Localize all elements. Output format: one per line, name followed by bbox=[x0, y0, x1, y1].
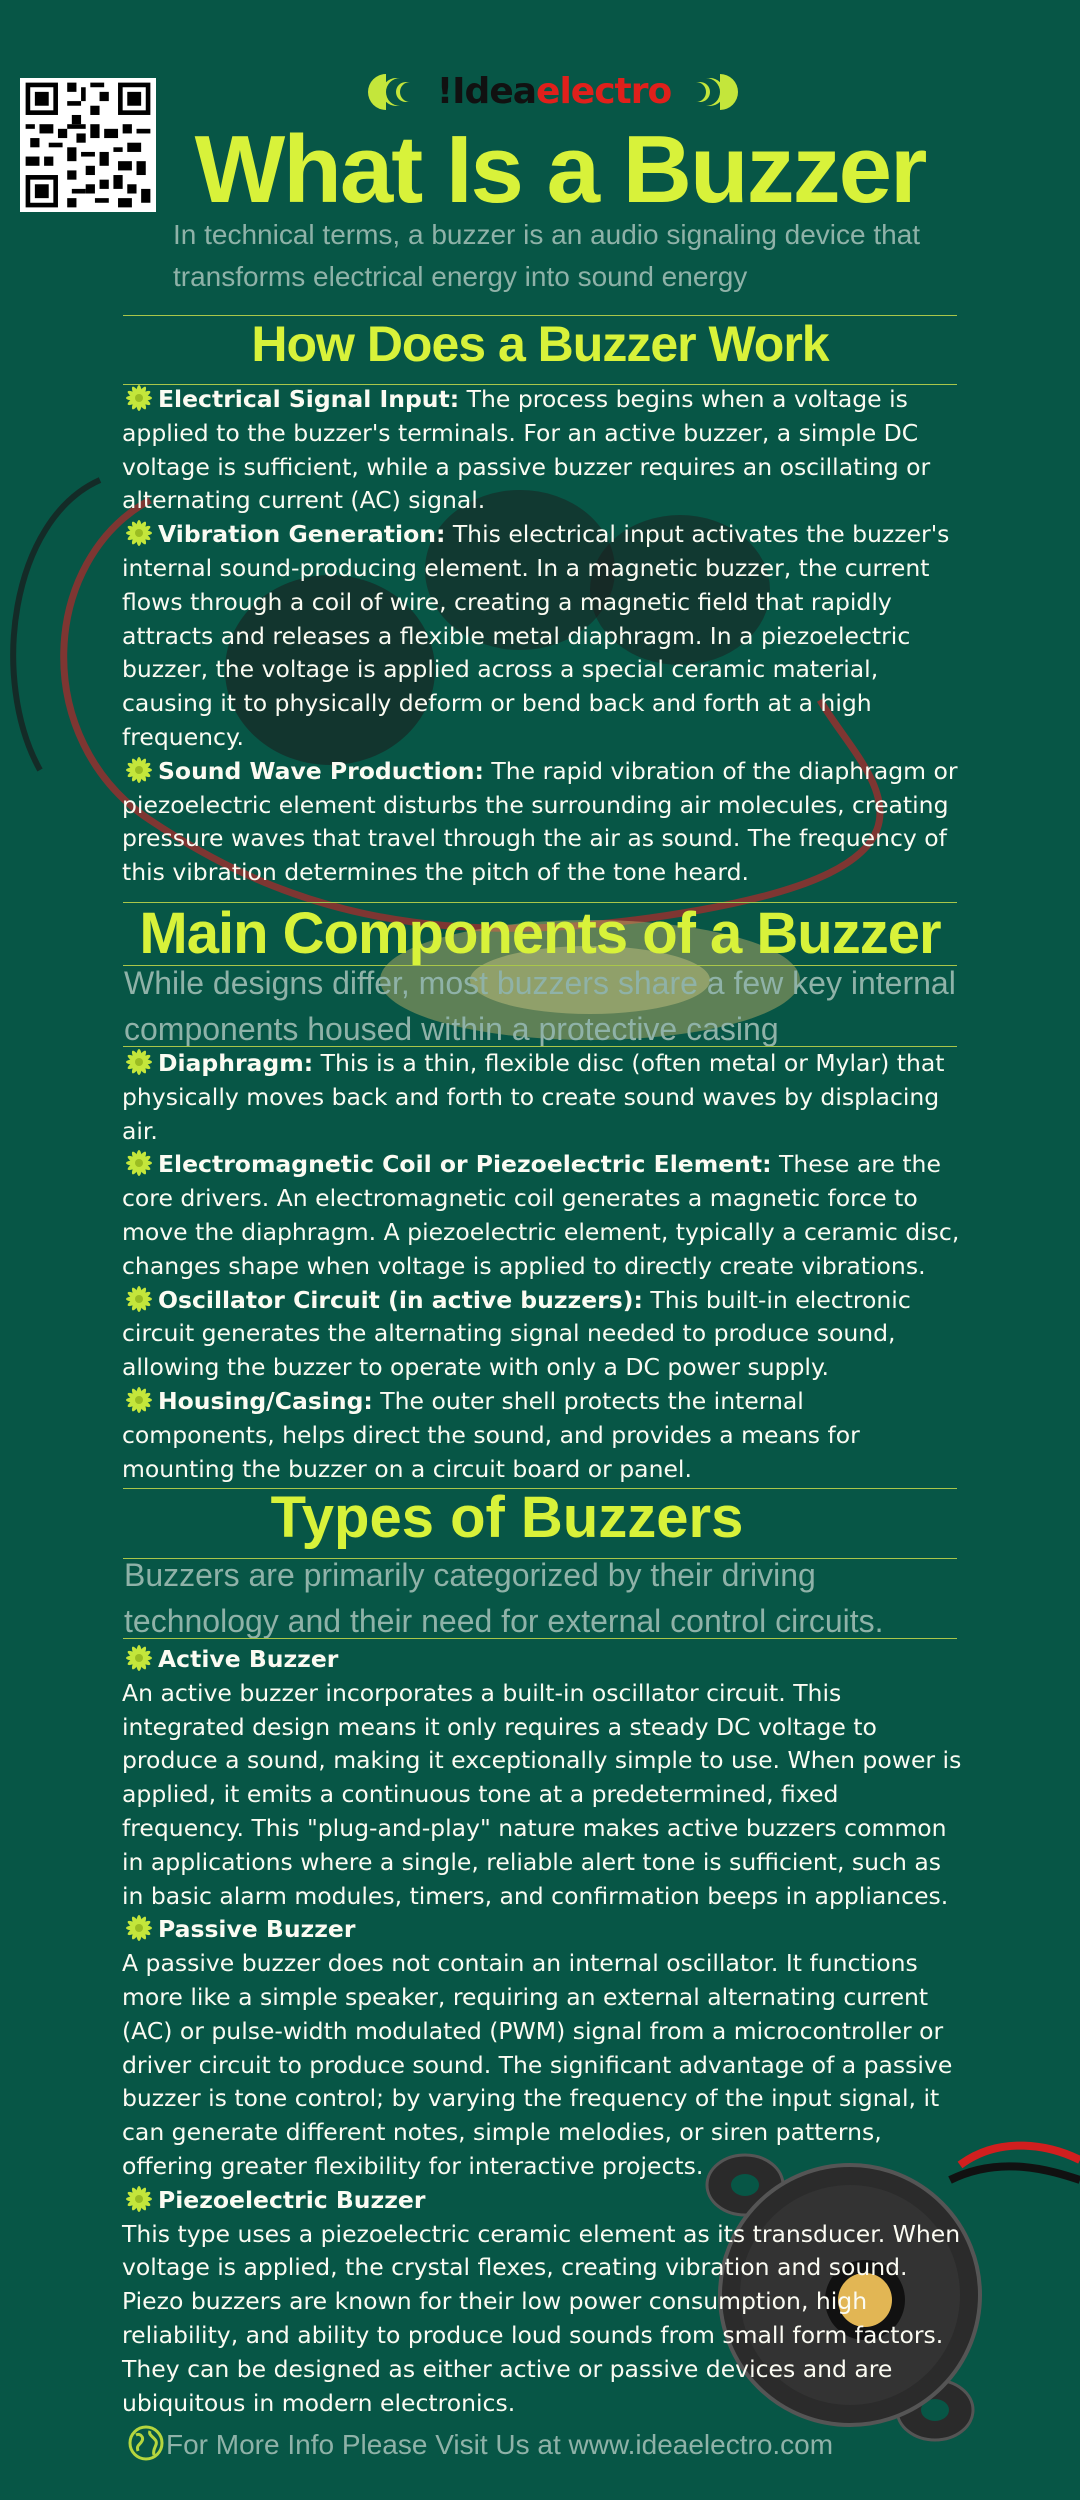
item-label: Passive Buzzer bbox=[158, 1915, 356, 1944]
list-item-text: This type uses a piezoelectric ceramic element as its transducer. When voltage is applied, the crystal flexes, creating vibration and sound. Piezo buzzers are known for their low power consumption, high reliability, and ability to produce loud sounds from small form factors. They can be designed as either active or passive devices and are ubiquitous in modern electronics. bbox=[122, 2219, 961, 2417]
item-label: Electrical Signal Input: bbox=[158, 385, 460, 413]
item-text: This is a thin, flexible disc (often metal or Mylar) that physically moves back and forth to create sound waves by displacing air. bbox=[122, 1049, 945, 1145]
list-item bbox=[122, 518, 962, 755]
how-heading: How Does a Buzzer Work bbox=[251, 316, 829, 372]
item-text: These are the core drivers. An electromagnetic coil generates a magnetic force to move the diaphragm. A piezoelectric element, typically a ceramic disc, changes shape when voltage is applied to directly create vibrations. bbox=[122, 1150, 960, 1280]
item-label: Oscillator Circuit (in active buzzers): bbox=[158, 1285, 643, 1314]
components-subtitle: While designs differ, most buzzers share a few key internal components housed within a protective casing bbox=[124, 965, 956, 1047]
footer-text: For More Info Please Visit Us at www.ideaelectro.com bbox=[166, 2429, 834, 2460]
logo-right-bracket-icon bbox=[692, 74, 738, 110]
types-heading: Types of Buzzers bbox=[270, 1485, 744, 1550]
qr-code-image bbox=[20, 78, 156, 212]
item-text: This built-in electronic circuit generates the alternating signal needed to produce sound, allowing the buzzer to operate with only a DC power supply. bbox=[122, 1285, 911, 1382]
item-text: The rapid vibration of the diaphragm or piezoelectric element disturbs the surrounding air molecules, creating pressure waves that travel through the air as sound. The frequency of this vibration determines the pitch of the tone heard. bbox=[122, 756, 958, 887]
components-heading: Main Components of a Buzzer bbox=[139, 901, 941, 966]
logo-electro: electro bbox=[536, 71, 672, 112]
item-label: Electromagnetic Coil or Piezoelectric Element: bbox=[158, 1150, 772, 1179]
item-label: Housing/Casing: bbox=[158, 1386, 373, 1415]
bullet-flower-icon bbox=[122, 383, 156, 413]
bullet-flower-icon bbox=[122, 1284, 156, 1314]
logo-left-bracket-icon bbox=[368, 74, 414, 110]
bullet-flower-icon bbox=[122, 1148, 156, 1178]
item-label: Diaphragm: bbox=[158, 1049, 314, 1077]
item-text: The outer shell protects the internal components, helps direct the sound, and provides a means for mounting the buzzer on a circuit board or panel. bbox=[122, 1386, 860, 1483]
logo-prefix: ! bbox=[436, 71, 453, 112]
list-item-heading bbox=[122, 2184, 962, 2218]
types-list bbox=[122, 1643, 962, 2420]
bullet-flower-icon bbox=[122, 518, 156, 548]
bullet-flower-icon bbox=[122, 1913, 156, 1943]
logo-wordmark bbox=[414, 70, 694, 114]
item-text: This electrical input activates the buzzer's internal sound-producing element. In a magnetic buzzer, the current flows through a coil of wire, creating a magnetic field that rapidly attracts and releases a flexible metal diaphragm. In a piezoelectric buzzer, the voltage is applied across a special ceramic material, causing it to physically deform or bend back and forth at a high frequency. bbox=[122, 520, 950, 751]
page-title: What Is a Buzzer bbox=[194, 116, 926, 223]
item-label: Piezoelectric Buzzer bbox=[158, 2185, 426, 2214]
list-item bbox=[122, 1284, 962, 1385]
list-item-heading bbox=[122, 1913, 962, 1947]
bullet-flower-icon bbox=[122, 2184, 156, 2214]
list-item bbox=[122, 755, 962, 890]
qr-code[interactable] bbox=[20, 78, 156, 212]
item-label: Active Buzzer bbox=[158, 1645, 339, 1673]
list-item bbox=[122, 1148, 962, 1283]
list-item-heading bbox=[122, 1643, 962, 1677]
list-item-text: An active buzzer incorporates a built-in oscillator circuit. This integrated design means it only requires a steady DC voltage to produce a sound, making it exceptionally simple to use. When power is applied, it emits a continuous tone at a predetermined, fixed frequency. This "plug-and-play" nature makes active buzzers common in applications where a single, reliable alert tone is sufficient, such as in basic alarm modules, timers, and confirmation beeps in appliances. bbox=[122, 1678, 962, 1910]
types-subtitle: Buzzers are primarily categorized by their driving technology and their need for external control circuits. bbox=[124, 1557, 884, 1639]
footer-link[interactable] bbox=[128, 2425, 988, 2465]
item-label: Sound Wave Production: bbox=[158, 756, 484, 785]
divider bbox=[123, 1638, 957, 1639]
brand-logo[interactable] bbox=[368, 70, 738, 114]
bullet-flower-icon bbox=[122, 755, 156, 785]
intro-text: In technical terms, a buzzer is an audio signaling device that transforms electrical energy into sound energy bbox=[173, 219, 921, 292]
logo-idea: Idea bbox=[452, 71, 537, 112]
black-wire bbox=[13, 480, 100, 770]
list-item bbox=[122, 383, 962, 518]
list-item-text: A passive buzzer does not contain an internal oscillator. It functions more like a simple speaker, requiring an external alternating current (AC) or pulse-width modulated (PWM) signal from a microcontroller or driver circuit to produce sound. The significant advantage of a passive buzzer is tone control; by varying the frequency of the input signal, it can generate different notes, simple melodies, or siren patterns, offering greater flexibility for interactive projects. bbox=[122, 1949, 953, 2180]
item-text: The process begins when a voltage is applied to the buzzer's terminals. For an active buzzer, a simple DC voltage is sufficient, while a passive buzzer requires an oscillating or alternating current (AC) signal. bbox=[122, 385, 931, 515]
list-item bbox=[122, 1047, 962, 1148]
list-item bbox=[122, 1385, 962, 1486]
how-list bbox=[122, 383, 962, 890]
bullet-flower-icon bbox=[122, 1047, 156, 1077]
components-list bbox=[122, 1047, 962, 1486]
item-label: Vibration Generation: bbox=[158, 520, 446, 549]
bullet-flower-icon bbox=[122, 1385, 156, 1415]
bullet-flower-icon bbox=[122, 1643, 156, 1673]
globe-icon bbox=[128, 2425, 164, 2461]
